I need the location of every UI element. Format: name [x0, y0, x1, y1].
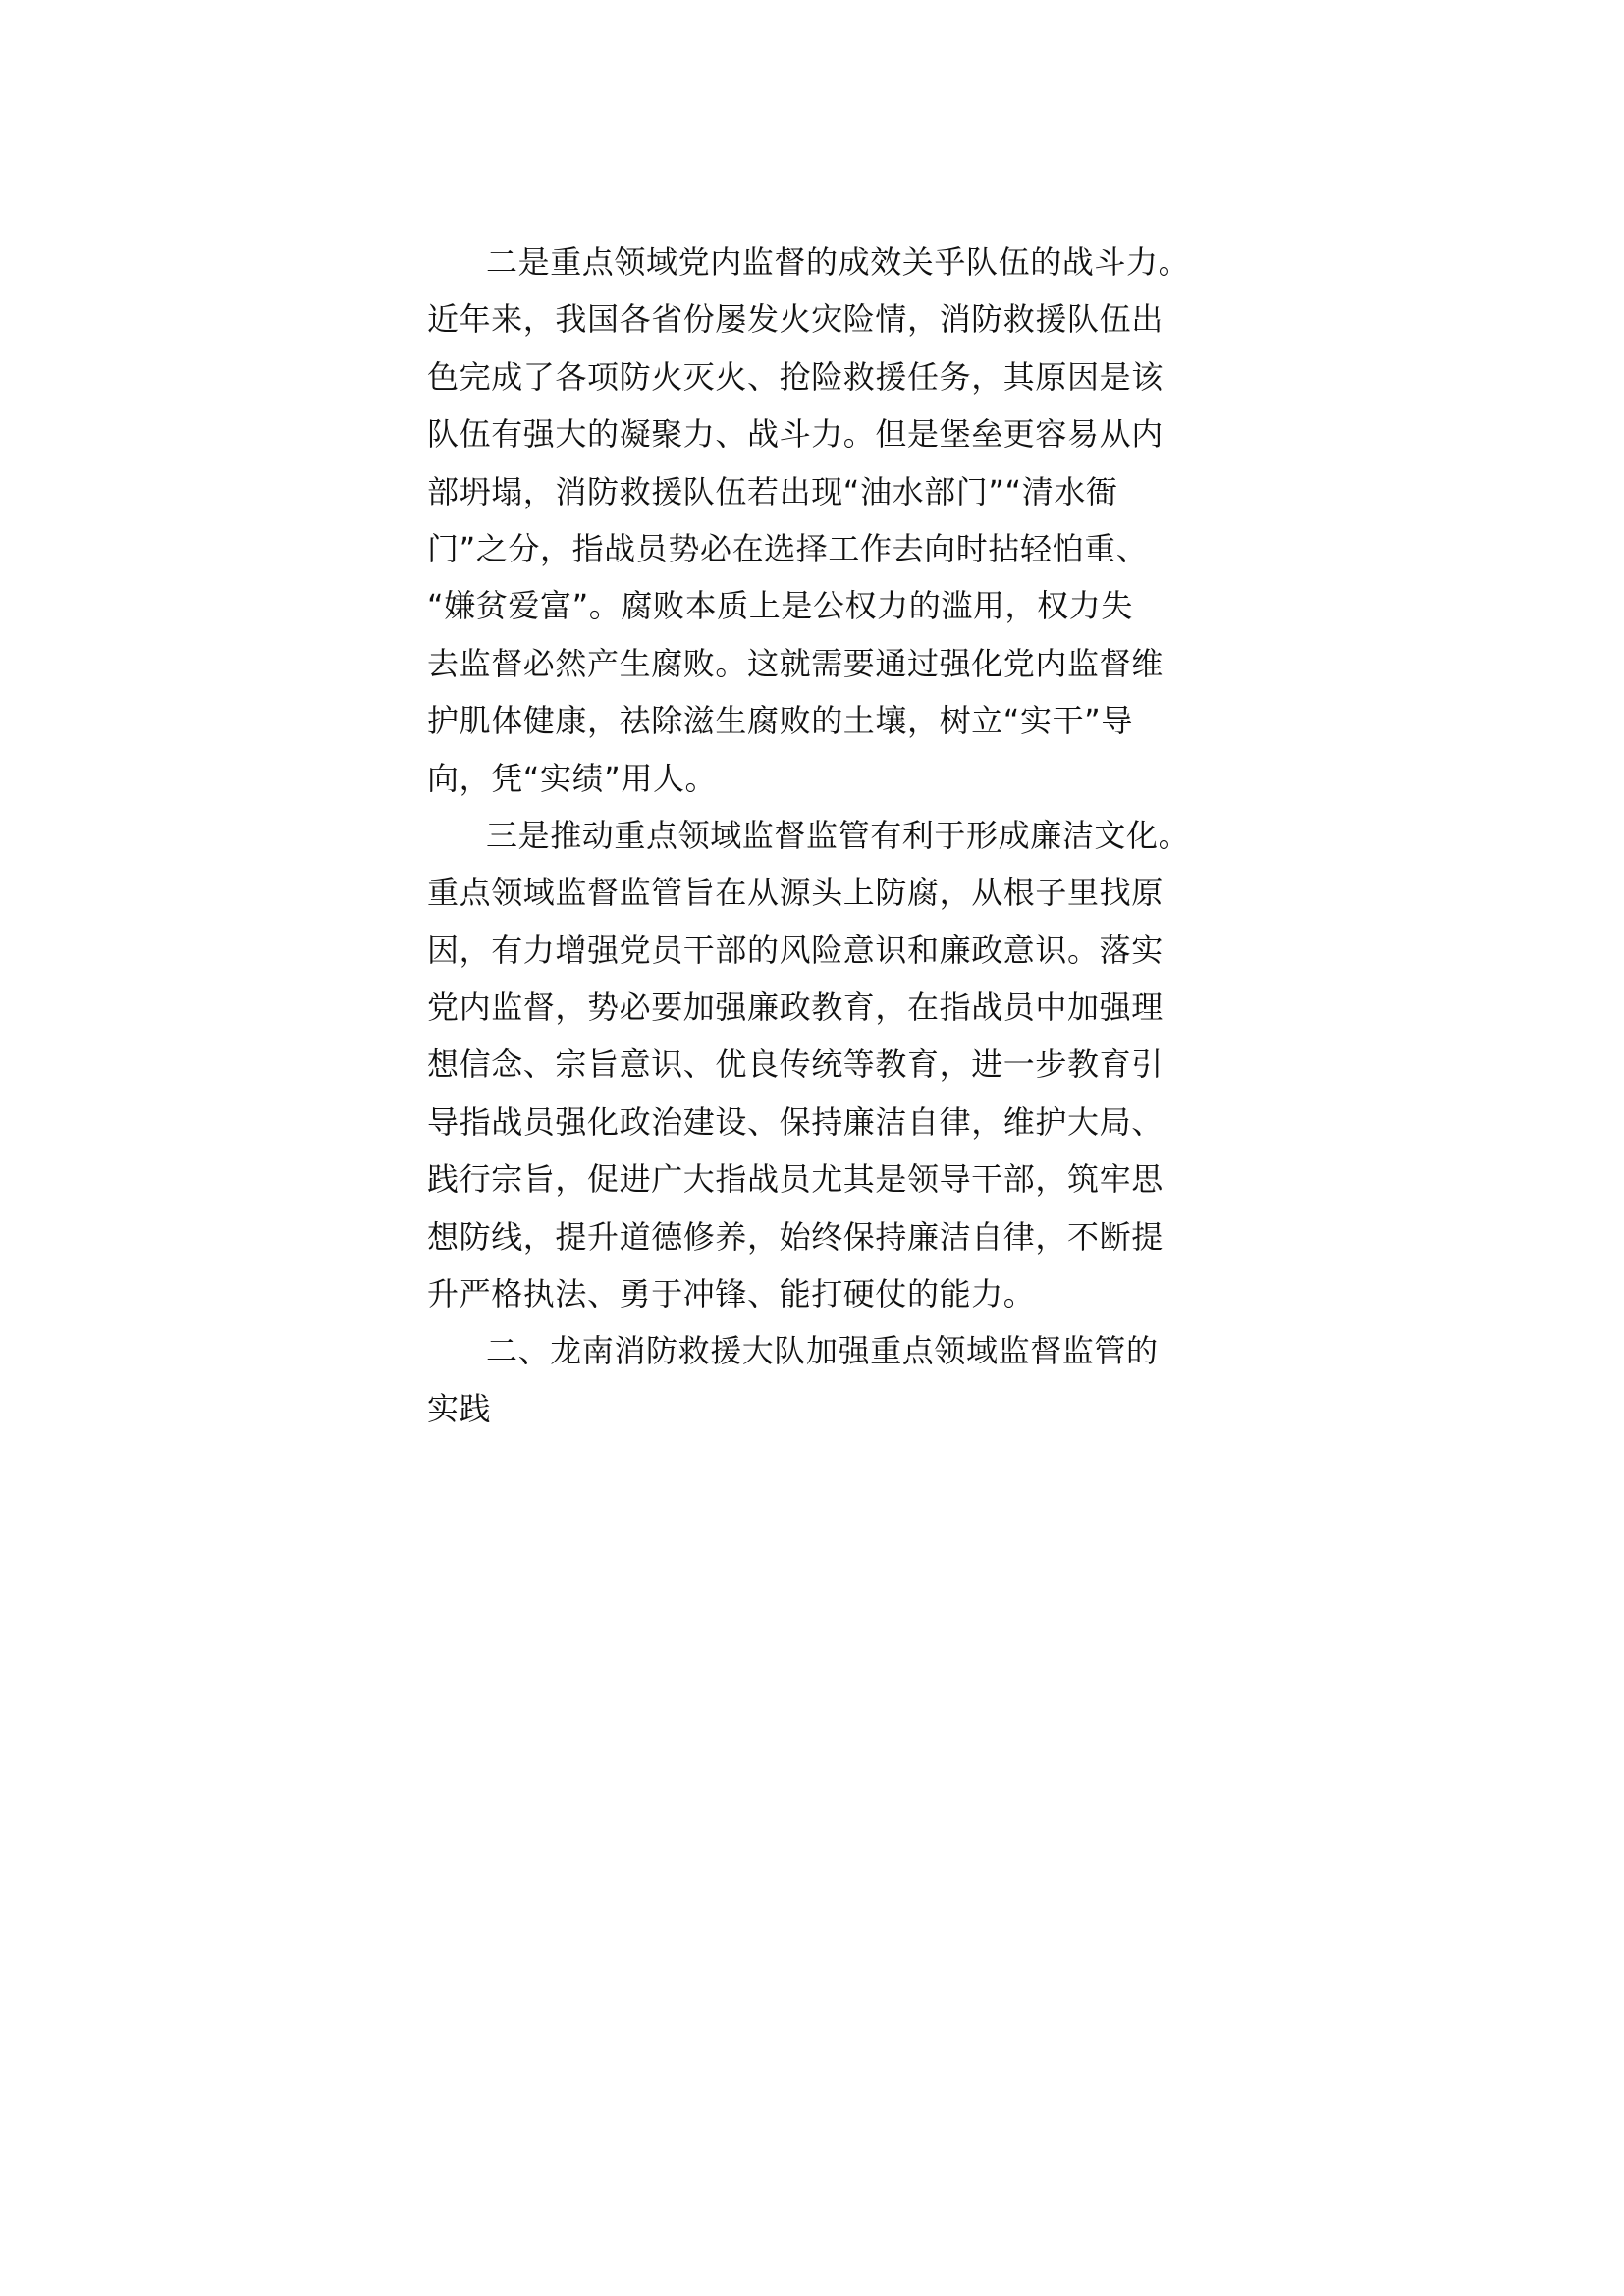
document-body	[427, 234, 1193, 1437]
heading-line: 实践	[427, 1389, 492, 1427]
text-line: 升严格执法、勇于冲锋、能打硬仗的能力。	[427, 1275, 1036, 1313]
text-line: 因，有力增强党员干部的风险意识和廉政意识。落实	[427, 931, 1164, 969]
heading-line: 二、龙南消防救援大队加强重点领域监督监管的	[486, 1332, 1159, 1370]
text-line: 门”之分，指战员势必在选择工作去向时拈轻怕重、	[427, 529, 1149, 567]
text-line: 导指战员强化政治建设、保持廉洁自律，维护大局、	[427, 1102, 1164, 1141]
text-line: 践行宗旨，促进广大指战员尤其是领导干部，筑牢思	[427, 1160, 1164, 1199]
text-line: 重点领域监督监管旨在从源头上防腐，从根子里找原	[427, 874, 1164, 912]
text-line: “嫌贫爱富”。腐败本质上是公权力的滥用，权力失	[427, 587, 1133, 625]
text-line: 三是推动重点领域监督监管有利于形成廉洁文化。	[486, 816, 1191, 854]
text-line: 护肌体健康，祛除滋生腐败的土壤，树立“实干”导	[427, 702, 1133, 740]
text-line: 去监督必然产生腐败。这就需要通过强化党内监督维	[427, 644, 1164, 682]
text-line: 想防线，提升道德修养，始终保持廉洁自律，不断提	[427, 1217, 1164, 1255]
paragraph-second-point	[427, 234, 1193, 807]
text-line: 色完成了各项防火灭火、抢险救援任务，其原因是该	[427, 357, 1164, 396]
text-line: 队伍有强大的凝聚力、战斗力。但是堡垒更容易从内	[427, 415, 1164, 454]
text-line: 部坍塌，消防救援队伍若出现“油水部门”“清水衙	[427, 472, 1118, 510]
section-heading	[427, 1322, 1193, 1437]
text-line: 想信念、宗旨意识、优良传统等教育，进一步教育引	[427, 1045, 1164, 1084]
text-line: 二是重点领域党内监督的成效关乎队伍的战斗力。	[486, 243, 1191, 281]
text-line: 党内监督，势必要加强廉政教育，在指战员中加强理	[427, 988, 1164, 1027]
paragraph-third-point	[427, 807, 1193, 1323]
text-line: 向，凭“实绩”用人。	[427, 759, 718, 797]
text-line: 近年来，我国各省份屡发火灾险情，消防救援队伍出	[427, 300, 1164, 339]
